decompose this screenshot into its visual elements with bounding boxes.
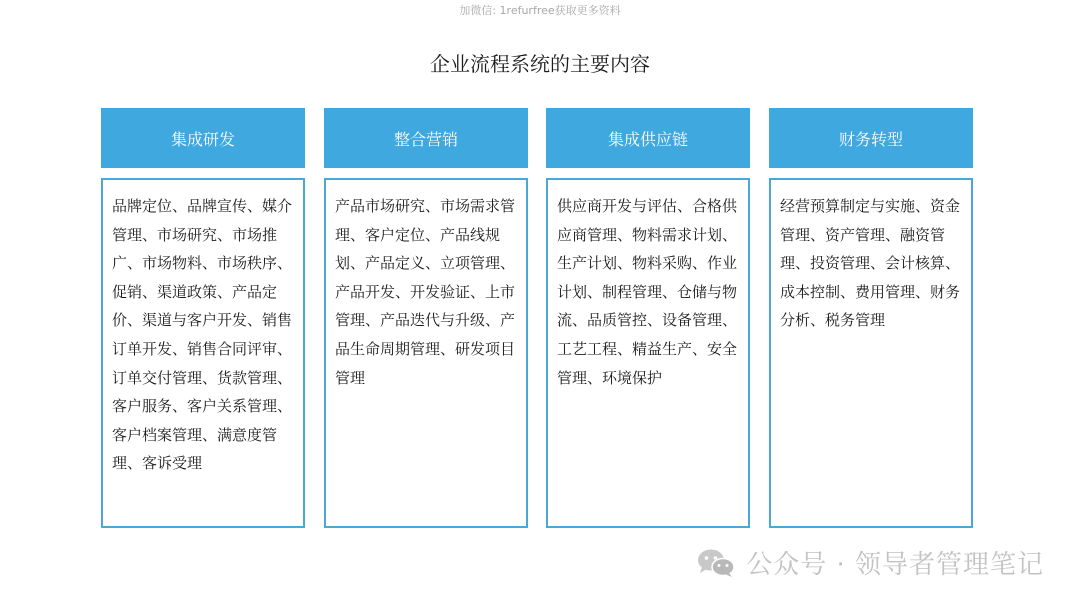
column-body: 经营预算制定与实施、资金管理、资产管理、融资管理、投资管理、会计核算、成本控制、费用管理、财务分析、税务管理 [769,178,973,528]
top-watermark: 加微信: 1refurfree获取更多资料 [459,4,621,17]
column-body: 产品市场研究、市场需求管理、客户定位、产品线规划、产品定义、立项管理、产品开发、开发验证、上市管理、产品迭代与升级、产品生命周期管理、研发项目管理 [324,178,528,528]
column-integrated-rd [101,108,305,528]
column-header: 集成研发 [101,108,305,168]
column-header: 整合营销 [324,108,528,168]
column-supply-chain [546,108,750,528]
footer-watermark [696,544,1044,581]
column-body: 品牌定位、品牌宣传、媒介管理、市场研究、市场推广、市场物料、市场秩序、促销、渠道政策、产品定价、渠道与客户开发、销售订单开发、销售合同评审、订单交付管理、货款管理、客户服务、客户关系管理、客户档案管理、满意度管理、客诉受理 [101,178,305,528]
wechat-icon [696,548,736,578]
footer-watermark-text: 公众号 · 领导者管理笔记 [746,550,1044,580]
column-integrated-marketing [324,108,528,528]
column-header: 集成供应链 [546,108,750,168]
column-header: 财务转型 [769,108,973,168]
page-title: 企业流程系统的主要内容 [430,52,650,76]
column-finance-transformation [769,108,973,528]
column-body: 供应商开发与评估、合格供应商管理、物料需求计划、生产计划、物料采购、作业计划、制程管理、仓储与物流、品质管控、设备管理、工艺工程、精益生产、安全管理、环境保护 [546,178,750,528]
